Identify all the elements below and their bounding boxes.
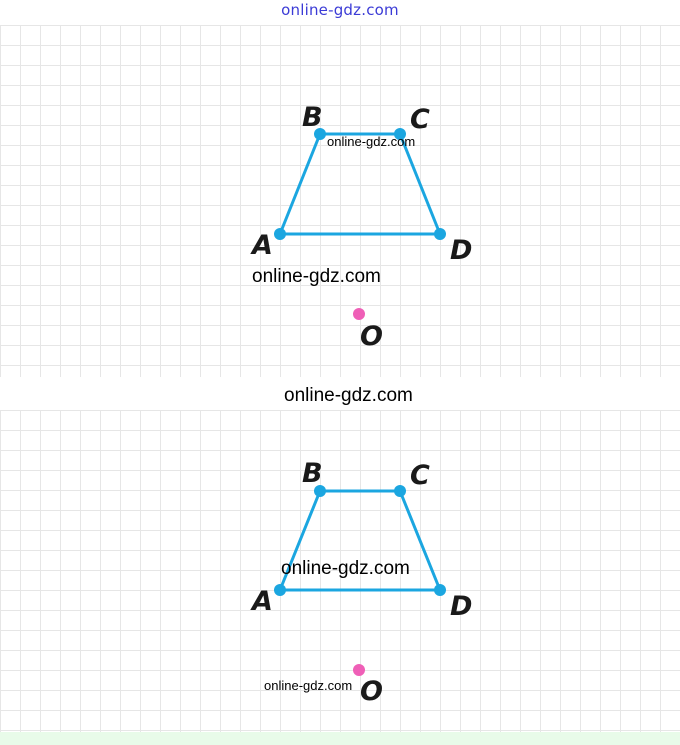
watermark-top-small: online-gdz.com <box>327 134 416 149</box>
vertex-d-point <box>434 228 446 240</box>
vertex-b-label: B <box>302 102 323 133</box>
grid-panel-bottom <box>0 410 680 732</box>
center-o-point <box>353 664 365 676</box>
vertex-c-point <box>394 485 406 497</box>
site-header <box>0 0 680 24</box>
center-o-point <box>353 308 365 320</box>
bottom-strip <box>0 732 680 745</box>
vertex-a-point <box>274 584 286 596</box>
watermark-bottom-large: online-gdz.com <box>281 558 410 579</box>
vertex-d-point <box>434 584 446 596</box>
site-watermark: online-gdz.com <box>281 1 399 19</box>
watermark-between: online-gdz.com <box>284 385 413 406</box>
vertex-b-label: B <box>302 458 323 489</box>
center-o-label: O <box>360 321 383 352</box>
trapezoid-figure-top <box>0 25 680 377</box>
panel-separator <box>0 377 680 410</box>
vertex-c-label: C <box>410 460 430 491</box>
vertex-a-point <box>274 228 286 240</box>
grid-panel-top <box>0 25 680 377</box>
vertex-a-label: A <box>252 230 273 261</box>
center-o-label: O <box>360 676 383 707</box>
watermark-top-large: online-gdz.com <box>252 266 381 287</box>
watermark-bottom-small: online-gdz.com <box>264 678 353 693</box>
trapezoid-abcd-top <box>280 134 440 234</box>
vertex-a-label: A <box>252 586 273 617</box>
vertex-d-label: D <box>450 235 473 266</box>
vertex-d-label: D <box>450 591 473 622</box>
vertex-c-label: C <box>410 104 430 135</box>
